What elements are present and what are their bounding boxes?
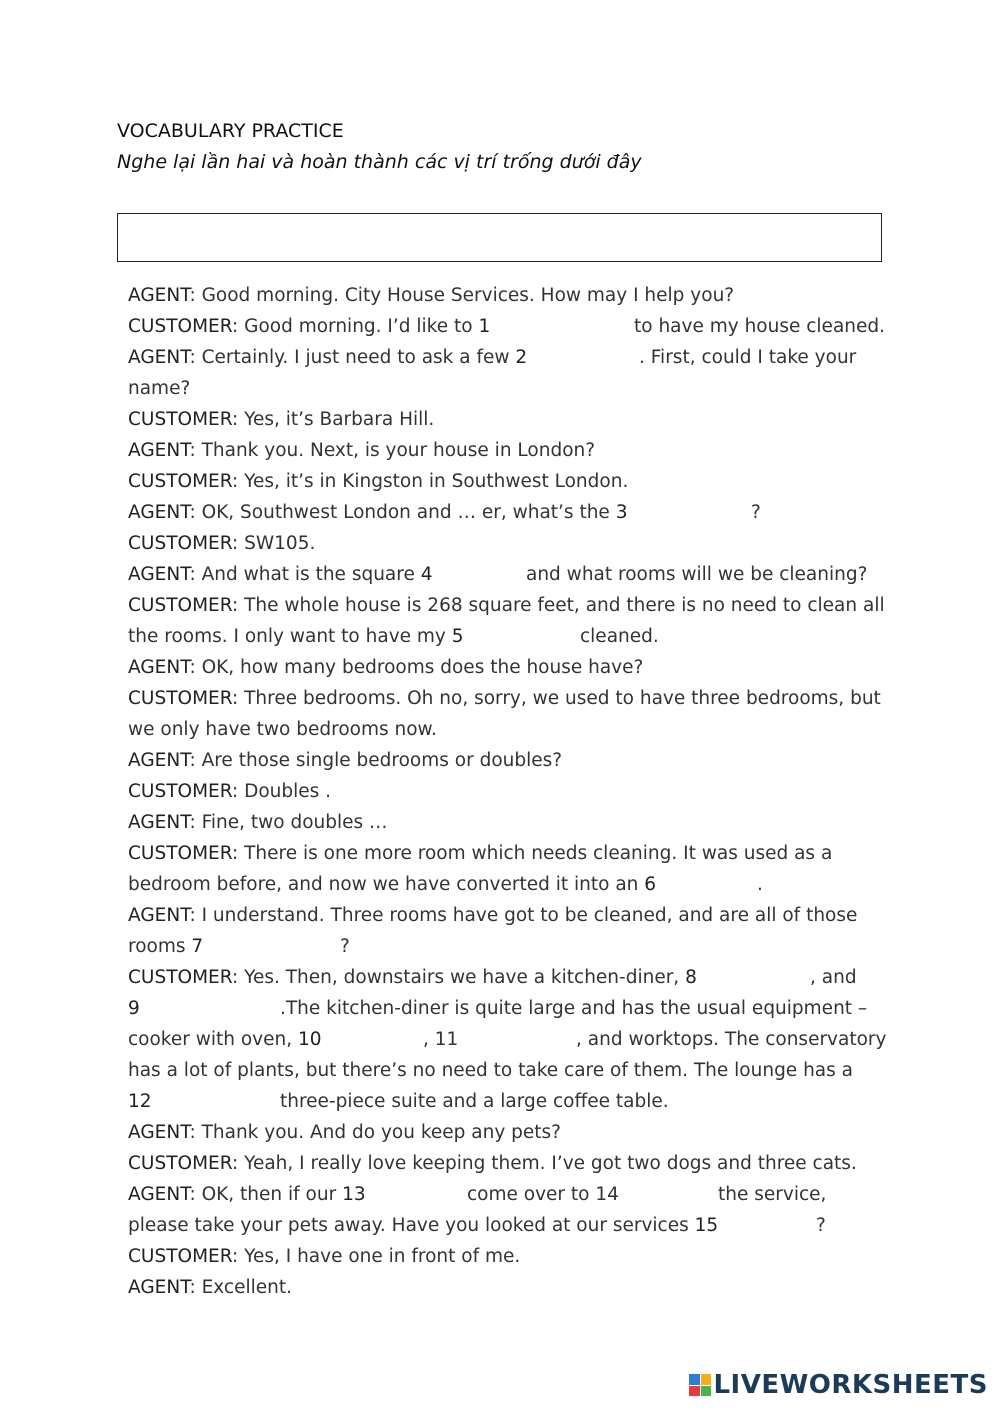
speaker-label: CUSTOMER xyxy=(128,316,232,337)
speaker-label: AGENT xyxy=(128,347,190,368)
line-text: three-piece suite and a large coffee table. xyxy=(280,1091,669,1112)
blank-number: 9 xyxy=(128,998,140,1019)
line-text: , 11 xyxy=(423,1029,459,1050)
dialogue-line xyxy=(128,621,888,652)
line-text: bedroom before, and now we have converted it into an xyxy=(128,874,645,895)
speaker-label: AGENT xyxy=(128,657,190,678)
dialogue-line xyxy=(128,528,315,559)
dialogue-line xyxy=(128,683,881,714)
dialogue-line xyxy=(128,311,888,342)
blank-number: 4 xyxy=(420,564,433,585)
line-text: : I understand. Three rooms have got to be cleaned, and are all of those xyxy=(189,905,858,926)
line-text: , and xyxy=(810,967,857,988)
dialogue-line xyxy=(128,962,888,993)
line-text: cooker with oven, xyxy=(128,1029,298,1050)
line-text: : Fine, two doubles … xyxy=(189,812,388,833)
line-text: : Yes, it’s Barbara Hill. xyxy=(232,409,435,430)
speaker-label: CUSTOMER xyxy=(128,1246,232,1267)
speaker-label: AGENT xyxy=(128,440,190,461)
speaker-label: CUSTOMER xyxy=(128,1153,232,1174)
line-text: : Good morning. City House Services. How may I help you? xyxy=(189,285,735,306)
speaker-label: CUSTOMER xyxy=(128,533,232,554)
dialogue-line xyxy=(128,590,885,621)
page-title: VOCABULARY PRACTICE xyxy=(117,120,344,142)
dialogue-line xyxy=(128,1179,888,1210)
dialogue-line xyxy=(128,559,888,590)
blank-number: 3 xyxy=(615,502,628,523)
blank-number: 12 xyxy=(128,1091,152,1112)
line-text: the service, xyxy=(718,1184,827,1205)
line-text: ? xyxy=(816,1215,826,1236)
blank-number: 5 xyxy=(451,626,464,647)
logo-text: LIVEWORKSHEETS xyxy=(713,1370,988,1400)
line-text: has a lot of plants, but there’s no need to take care of them. The lounge has a xyxy=(128,1060,853,1081)
blank-number: 2 xyxy=(515,347,528,368)
blank-number: 8 xyxy=(685,967,697,988)
line-text: . xyxy=(757,874,763,895)
line-text: ? xyxy=(751,502,761,523)
dialogue-line xyxy=(128,776,331,807)
dialogue-line xyxy=(128,497,888,528)
speaker-label: AGENT xyxy=(128,750,190,771)
line-text: the rooms. I only want to have my xyxy=(128,626,452,647)
dialogue-line xyxy=(128,1055,853,1086)
blank-number: 13 xyxy=(342,1184,366,1205)
dialogue-line xyxy=(128,466,628,497)
speaker-label: CUSTOMER xyxy=(128,688,232,709)
line-text: cleaned. xyxy=(580,626,659,647)
dialogue-line xyxy=(128,900,857,931)
dialogue-line xyxy=(128,745,562,776)
speaker-label: AGENT xyxy=(128,564,190,585)
dialogue-line xyxy=(128,404,434,435)
line-text: : Yeah, I really love keeping them. I’ve got two dogs and three cats. xyxy=(232,1153,857,1174)
line-text: please take your pets away. Have you looked at our services xyxy=(128,1215,695,1236)
line-text: rooms xyxy=(128,936,192,957)
dialogue-line xyxy=(128,931,888,962)
dialogue-line xyxy=(128,807,388,838)
instruction-text: Nghe lại lần hai và hoàn thành các vị trí trống dưới đây xyxy=(117,151,642,173)
line-text: : Thank you. And do you keep any pets? xyxy=(189,1122,562,1143)
blank-number: 1 xyxy=(478,316,491,337)
speaker-label: CUSTOMER xyxy=(128,843,232,864)
line-text: and what rooms will we be cleaning? xyxy=(526,564,868,585)
line-text: we only have two bedrooms now. xyxy=(128,719,437,740)
dialogue-line xyxy=(128,1272,292,1303)
line-text: : Yes, it’s in Kingston in Southwest London. xyxy=(232,471,629,492)
line-text: : The whole house is 268 square feet, and there is no need to clean all xyxy=(232,595,885,616)
dialogue-line xyxy=(128,652,643,683)
dialogue-line xyxy=(128,373,190,404)
line-text: ? xyxy=(340,936,350,957)
liveworksheets-logo xyxy=(689,1370,988,1400)
speaker-label: CUSTOMER xyxy=(128,409,232,430)
blank-number: 10 xyxy=(298,1029,322,1050)
speaker-label: AGENT xyxy=(128,812,190,833)
blank-number: 6 xyxy=(644,874,657,895)
answer-box[interactable] xyxy=(117,213,882,262)
logo-mark-icon xyxy=(689,1374,711,1396)
line-text: , and worktops. The conservatory xyxy=(576,1029,887,1050)
dialogue-line xyxy=(128,342,888,373)
line-text: : Good morning. I’d like to xyxy=(232,316,479,337)
line-text: : There is one more room which needs cleaning. It was used as a xyxy=(232,843,833,864)
logo-square-green xyxy=(701,1386,712,1397)
dialogue-line xyxy=(128,1210,888,1241)
speaker-label: AGENT xyxy=(128,1184,190,1205)
line-text: : Thank you. Next, is your house in London? xyxy=(189,440,596,461)
line-text: name? xyxy=(128,378,191,399)
line-text: : Doubles . xyxy=(232,781,332,802)
blank-number: 15 xyxy=(694,1215,719,1236)
line-text: . First, could I take your xyxy=(639,347,857,368)
speaker-label: CUSTOMER xyxy=(128,967,232,988)
blank-number: 7 xyxy=(191,936,204,957)
line-text: .The kitchen-diner is quite large and has the usual equipment – xyxy=(280,998,868,1019)
speaker-label: CUSTOMER xyxy=(128,781,232,802)
speaker-label: AGENT xyxy=(128,502,190,523)
line-text: : OK, how many bedrooms does the house have? xyxy=(189,657,644,678)
speaker-label: AGENT xyxy=(128,905,190,926)
line-text: : OK, Southwest London and … er, what’s the xyxy=(189,502,616,523)
line-text: to have my house cleaned. xyxy=(634,316,886,337)
logo-square-yellow xyxy=(701,1374,712,1385)
line-text: : Yes. Then, downstairs we have a kitchen-diner, xyxy=(232,967,686,988)
dialogue-line xyxy=(128,280,734,311)
line-text: : SW105. xyxy=(232,533,316,554)
line-text: : Excellent. xyxy=(189,1277,292,1298)
speaker-label: AGENT xyxy=(128,1122,190,1143)
logo-square-red xyxy=(689,1386,700,1397)
line-text: come over to 14 xyxy=(467,1184,619,1205)
line-text: : Certainly. I just need to ask a few xyxy=(189,347,516,368)
line-text: : Are those single bedrooms or doubles? xyxy=(189,750,563,771)
dialogue-line xyxy=(128,1024,888,1055)
dialogue-line xyxy=(128,1241,520,1272)
dialogue-line xyxy=(128,1117,561,1148)
line-text: : Three bedrooms. Oh no, sorry, we used to have three bedrooms, but xyxy=(232,688,881,709)
line-text: : And what is the square xyxy=(189,564,421,585)
dialogue-line xyxy=(128,714,437,745)
dialogue-line xyxy=(128,838,832,869)
dialogue-line xyxy=(128,1148,857,1179)
dialogue-line xyxy=(128,435,595,466)
speaker-label: AGENT xyxy=(128,1277,190,1298)
logo-square-blue xyxy=(689,1374,700,1385)
dialogue-line xyxy=(128,993,888,1024)
line-text: : Yes, I have one in front of me. xyxy=(232,1246,521,1267)
dialogue-line xyxy=(128,1086,888,1117)
line-text: : OK, then if our xyxy=(189,1184,343,1205)
speaker-label: AGENT xyxy=(128,285,190,306)
speaker-label: CUSTOMER xyxy=(128,471,232,492)
dialogue-line xyxy=(128,869,888,900)
speaker-label: CUSTOMER xyxy=(128,595,232,616)
